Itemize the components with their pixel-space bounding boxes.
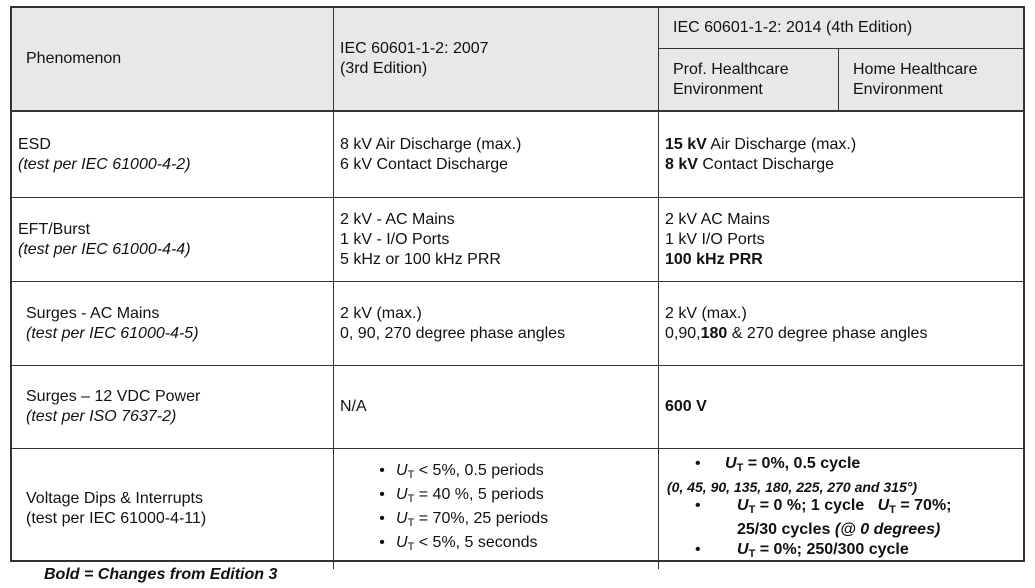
- header-home-healthcare: [839, 49, 1023, 112]
- dips-ed4-cell: [659, 449, 1023, 569]
- surges-ac-ed4-line1: 2 kV (max.): [665, 304, 747, 322]
- header-prof-line2: Environment: [673, 80, 763, 98]
- esd-ed4-line2: 8 kV Contact Discharge: [665, 155, 834, 173]
- dips-test-standard: (test per IEC 61000-4-11): [26, 510, 207, 527]
- surges-dc-ed3-value: N/A: [340, 398, 367, 415]
- surges-dc-name: Surges – 12 VDC Power: [26, 388, 201, 405]
- eft-ed3-line2: 1 kV - I/O Ports: [340, 230, 450, 248]
- dips-ed4-item2: • $U_T = 0$ %; 1 cycle $U_T = 70\%$; 25/30 cycles (@ 0 degrees): [695, 497, 952, 538]
- surges-dc-ed3-cell: [334, 366, 659, 449]
- esd-ed3-cell: [334, 112, 659, 198]
- header-prof-line1: Prof. Healthcare: [673, 60, 789, 78]
- eft-ed4-line1: 2 kV AC Mains: [665, 210, 770, 228]
- surges-ac-test-standard: (test per IEC 61000-4-5): [26, 324, 199, 342]
- dips-ed4-item1: • $U_T = 0\%$, 0.5 cycle: [695, 455, 861, 474]
- header-home-line1: Home Healthcare: [853, 60, 978, 78]
- surges-ac-ed3-line1: 2 kV (max.): [340, 304, 422, 322]
- dips-name: Voltage Dips & Interrupts: [26, 490, 203, 507]
- eft-ed3-line3: 5 kHz or 100 kHz PRR: [340, 250, 501, 268]
- dips-ed3-item: • $U_T < 5\%$, 5 seconds: [379, 534, 538, 553]
- surges-ac-ed4-cell: [659, 282, 1023, 366]
- surges-ac-name: Surges - AC Mains: [26, 304, 160, 322]
- eft-ed4-line3: 100 kHz PRR: [665, 250, 763, 268]
- header-home-line2: Environment: [853, 80, 943, 98]
- esd-name: ESD: [18, 135, 51, 153]
- esd-ed3-line1: 8 kV Air Discharge (max.): [340, 135, 522, 153]
- header-edition-4: [659, 8, 1023, 49]
- dips-ed3-item: • $U_T < 5\%$, 0.5 periods: [379, 462, 544, 481]
- esd-test-standard: (test per IEC 61000-4-2): [18, 155, 191, 173]
- header-phenomenon: [12, 8, 334, 112]
- bold-changes-legend: Bold = Changes from Edition 3: [44, 566, 278, 583]
- dips-ed4-item3: • $U_T = 0\%$; 250/300 cycle: [695, 541, 909, 560]
- esd-phenomenon-cell: [12, 112, 334, 198]
- header-ed3-title: IEC 60601-1-2: 2007: [340, 40, 489, 57]
- dips-ed3-cell: [334, 449, 659, 569]
- surges-dc-ed4-value: 600 V: [665, 398, 707, 415]
- immunity-comparison-table: [10, 6, 1025, 562]
- eft-test-standard: (test per IEC 61000-4-4): [18, 240, 191, 258]
- esd-ed3-line2: 6 kV Contact Discharge: [340, 155, 509, 173]
- header-edition-3: [334, 8, 659, 112]
- dips-phenomenon-cell: [12, 449, 334, 569]
- surges-dc-phenomenon-cell: [12, 366, 334, 449]
- eft-ed4-line2: 1 kV I/O Ports: [665, 230, 765, 248]
- surges-ac-phenomenon-cell: [12, 282, 334, 366]
- surges-ac-ed3-line2: 0, 90, 270 degree phase angles: [340, 324, 566, 342]
- dips-ed3-item: • $U_T = 70\%$, 25 periods: [379, 510, 549, 529]
- esd-ed4-line1: 15 kV Air Discharge (max.): [665, 135, 857, 153]
- surges-dc-test-standard: (test per ISO 7637-2): [26, 408, 177, 425]
- header-ed3-subtitle: (3rd Edition): [340, 60, 428, 77]
- surges-ac-ed3-cell: [334, 282, 659, 366]
- surges-dc-ed4-cell: [659, 366, 1023, 449]
- eft-ed3-cell: [334, 198, 659, 282]
- dips-ed3-list: [368, 461, 652, 557]
- eft-ed3-line1: 2 kV - AC Mains: [340, 210, 455, 228]
- header-ed4-title: IEC 60601-1-2: 2014 (4th Edition): [673, 19, 913, 36]
- esd-ed4-cell: [659, 112, 1023, 198]
- header-prof-healthcare: [659, 49, 839, 112]
- surges-ac-ed4-line2: 0,90,180 & 270 degree phase angles: [665, 324, 928, 342]
- dips-ed3-item: • $U_T = 40$ %, 5 periods: [379, 486, 544, 505]
- eft-name: EFT/Burst: [18, 220, 91, 238]
- dips-ed4-angles: (0, 45, 90, 135, 180, 225, 270 and 315°): [667, 479, 917, 495]
- header-phenomenon-label: Phenomenon: [26, 50, 122, 67]
- eft-ed4-cell: [659, 198, 1023, 282]
- eft-phenomenon-cell: [12, 198, 334, 282]
